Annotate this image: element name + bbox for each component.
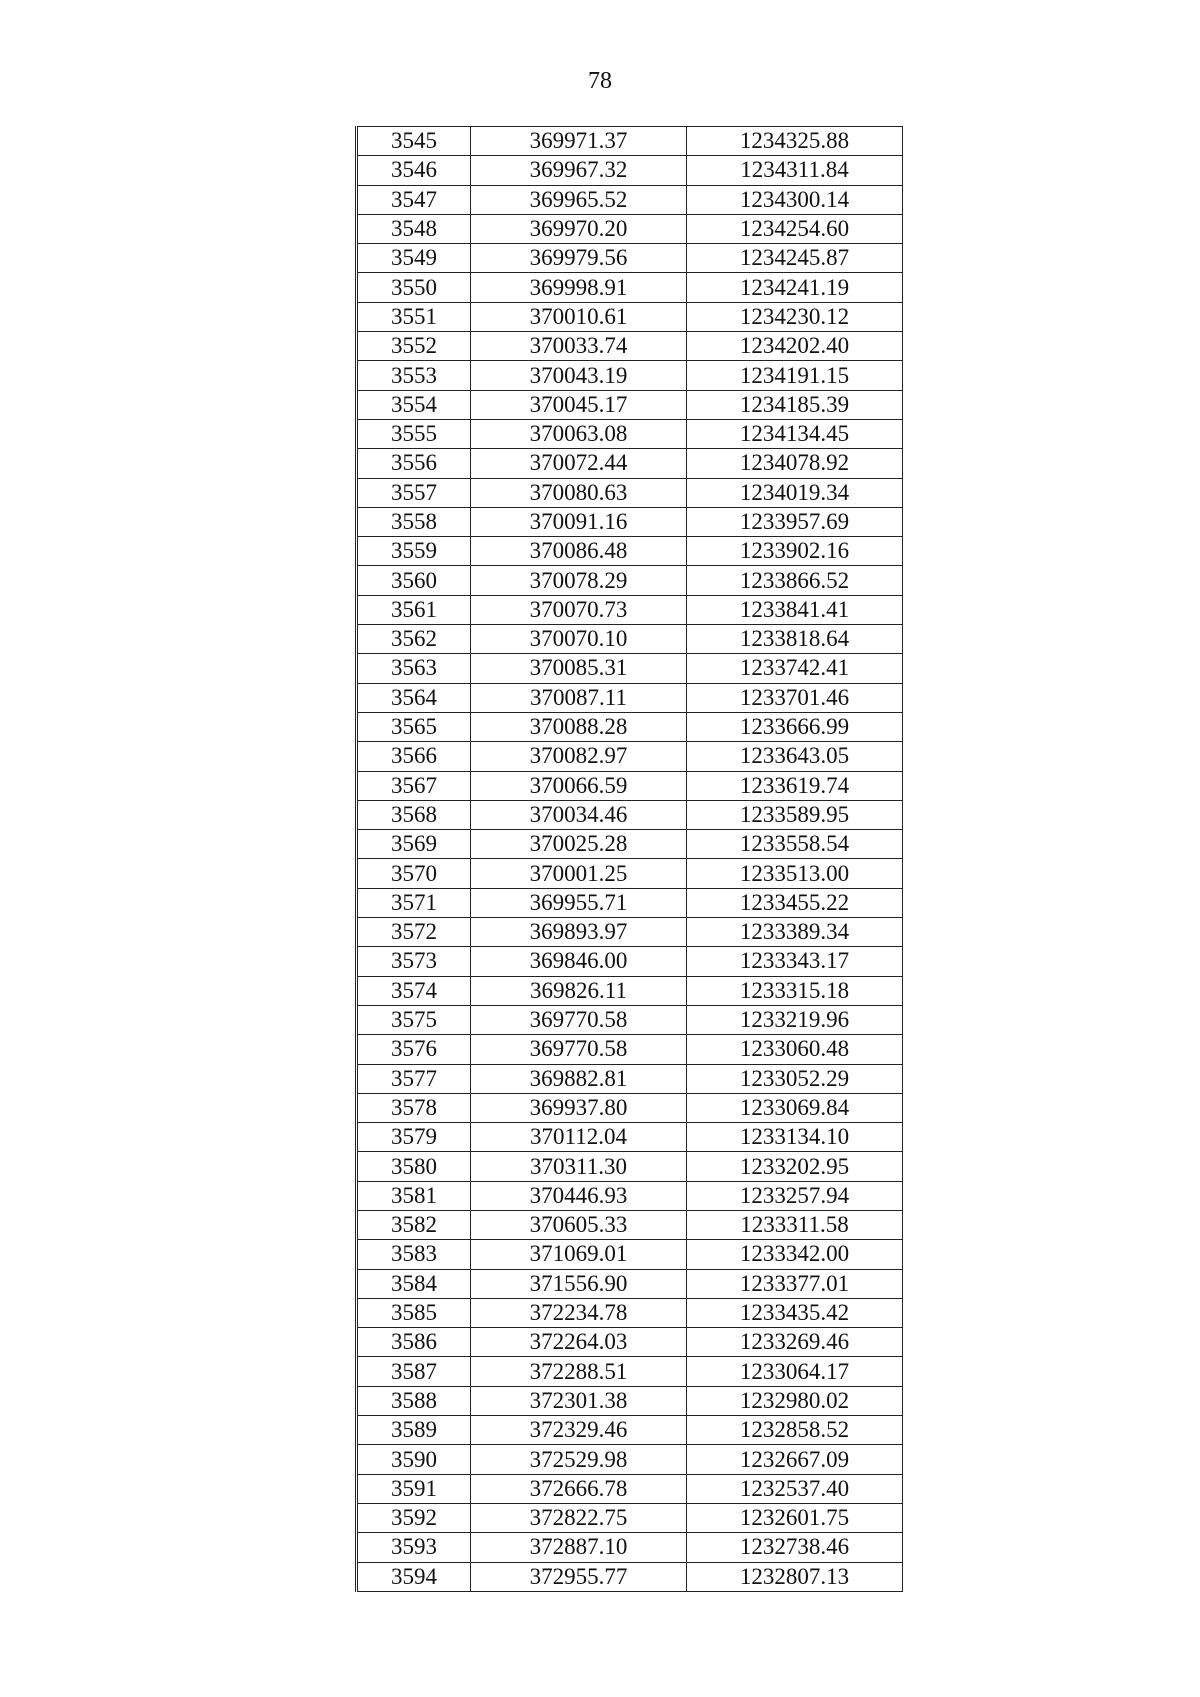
point-number-cell: 3574 (357, 976, 471, 1005)
y-coordinate-cell: 1233377.01 (687, 1269, 903, 1298)
table-row (357, 1474, 903, 1503)
table-row (357, 947, 903, 976)
y-coordinate-cell: 1233643.05 (687, 742, 903, 771)
x-coordinate-cell: 370070.10 (471, 625, 687, 654)
table-row (357, 683, 903, 712)
x-coordinate-cell: 369979.56 (471, 244, 687, 273)
table-row (357, 449, 903, 478)
point-number-cell: 3570 (357, 859, 471, 888)
y-coordinate-cell: 1232858.52 (687, 1416, 903, 1445)
y-coordinate-cell: 1233619.74 (687, 771, 903, 800)
point-number-cell: 3583 (357, 1240, 471, 1269)
y-coordinate-cell: 1234019.34 (687, 478, 903, 507)
point-number-cell: 3592 (357, 1503, 471, 1532)
point-number-cell: 3590 (357, 1445, 471, 1474)
point-number-cell: 3578 (357, 1093, 471, 1122)
table-row (357, 888, 903, 917)
point-number-cell: 3546 (357, 156, 471, 185)
point-number-cell: 3593 (357, 1533, 471, 1562)
table-row (357, 1533, 903, 1562)
y-coordinate-cell: 1233064.17 (687, 1357, 903, 1386)
y-coordinate-cell: 1233742.41 (687, 654, 903, 683)
y-coordinate-cell: 1234202.40 (687, 332, 903, 361)
y-coordinate-cell: 1234078.92 (687, 449, 903, 478)
table-row (357, 1386, 903, 1415)
x-coordinate-cell: 370066.59 (471, 771, 687, 800)
y-coordinate-cell: 1233219.96 (687, 1005, 903, 1034)
y-coordinate-cell: 1233202.95 (687, 1152, 903, 1181)
point-number-cell: 3594 (357, 1562, 471, 1591)
table-row (357, 537, 903, 566)
x-coordinate-cell: 370087.11 (471, 683, 687, 712)
y-coordinate-cell: 1234325.88 (687, 127, 903, 156)
y-coordinate-cell: 1233389.34 (687, 918, 903, 947)
point-number-cell: 3557 (357, 478, 471, 507)
y-coordinate-cell: 1233342.00 (687, 1240, 903, 1269)
x-coordinate-cell: 370085.31 (471, 654, 687, 683)
x-coordinate-cell: 370033.74 (471, 332, 687, 361)
x-coordinate-cell: 369770.58 (471, 1005, 687, 1034)
x-coordinate-cell: 370112.04 (471, 1123, 687, 1152)
x-coordinate-cell: 372234.78 (471, 1298, 687, 1327)
point-number-cell: 3554 (357, 390, 471, 419)
point-number-cell: 3549 (357, 244, 471, 273)
x-coordinate-cell: 370025.28 (471, 830, 687, 859)
x-coordinate-cell: 372887.10 (471, 1533, 687, 1562)
y-coordinate-cell: 1234191.15 (687, 361, 903, 390)
x-coordinate-cell: 370080.63 (471, 478, 687, 507)
y-coordinate-cell: 1234134.45 (687, 419, 903, 448)
table-row (357, 1240, 903, 1269)
point-number-cell: 3560 (357, 566, 471, 595)
x-coordinate-cell: 371556.90 (471, 1269, 687, 1298)
x-coordinate-cell: 370063.08 (471, 419, 687, 448)
table-row (357, 1328, 903, 1357)
point-number-cell: 3575 (357, 1005, 471, 1034)
point-number-cell: 3573 (357, 947, 471, 976)
x-coordinate-cell: 372666.78 (471, 1474, 687, 1503)
table-row (357, 1357, 903, 1386)
table-row (357, 1123, 903, 1152)
y-coordinate-cell: 1233455.22 (687, 888, 903, 917)
y-coordinate-cell: 1233269.46 (687, 1328, 903, 1357)
x-coordinate-cell: 372329.46 (471, 1416, 687, 1445)
y-coordinate-cell: 1233589.95 (687, 800, 903, 829)
table-row (357, 918, 903, 947)
point-number-cell: 3550 (357, 273, 471, 302)
point-number-cell: 3567 (357, 771, 471, 800)
point-number-cell: 3589 (357, 1416, 471, 1445)
y-coordinate-cell: 1232807.13 (687, 1562, 903, 1591)
y-coordinate-cell: 1234185.39 (687, 390, 903, 419)
y-coordinate-cell: 1234254.60 (687, 214, 903, 243)
y-coordinate-cell: 1233257.94 (687, 1181, 903, 1210)
table-row (357, 273, 903, 302)
point-number-cell: 3569 (357, 830, 471, 859)
table-row (357, 156, 903, 185)
point-number-cell: 3552 (357, 332, 471, 361)
point-number-cell: 3582 (357, 1210, 471, 1239)
y-coordinate-cell: 1233866.52 (687, 566, 903, 595)
table-row (357, 712, 903, 741)
y-coordinate-cell: 1233134.10 (687, 1123, 903, 1152)
table-row (357, 1035, 903, 1064)
y-coordinate-cell: 1232667.09 (687, 1445, 903, 1474)
y-coordinate-cell: 1232537.40 (687, 1474, 903, 1503)
x-coordinate-cell: 370034.46 (471, 800, 687, 829)
table-row (357, 302, 903, 331)
point-number-cell: 3561 (357, 595, 471, 624)
table-row (357, 654, 903, 683)
table-row (357, 244, 903, 273)
point-number-cell: 3564 (357, 683, 471, 712)
x-coordinate-cell: 370605.33 (471, 1210, 687, 1239)
point-number-cell: 3579 (357, 1123, 471, 1152)
point-number-cell: 3563 (357, 654, 471, 683)
table-row (357, 1152, 903, 1181)
table-row (357, 595, 903, 624)
x-coordinate-cell: 372529.98 (471, 1445, 687, 1474)
point-number-cell: 3572 (357, 918, 471, 947)
table-row (357, 1503, 903, 1532)
x-coordinate-cell: 370043.19 (471, 361, 687, 390)
table-row (357, 1562, 903, 1591)
x-coordinate-cell: 369893.97 (471, 918, 687, 947)
x-coordinate-cell: 369998.91 (471, 273, 687, 302)
point-number-cell: 3580 (357, 1152, 471, 1181)
y-coordinate-cell: 1233069.84 (687, 1093, 903, 1122)
table-row (357, 1064, 903, 1093)
y-coordinate-cell: 1233343.17 (687, 947, 903, 976)
point-number-cell: 3559 (357, 537, 471, 566)
x-coordinate-cell: 369826.11 (471, 976, 687, 1005)
point-number-cell: 3547 (357, 185, 471, 214)
table-row (357, 361, 903, 390)
x-coordinate-cell: 369967.32 (471, 156, 687, 185)
point-number-cell: 3555 (357, 419, 471, 448)
y-coordinate-cell: 1234311.84 (687, 156, 903, 185)
x-coordinate-cell: 370070.73 (471, 595, 687, 624)
table-row (357, 1416, 903, 1445)
x-coordinate-cell: 370045.17 (471, 390, 687, 419)
y-coordinate-cell: 1232980.02 (687, 1386, 903, 1415)
point-number-cell: 3584 (357, 1269, 471, 1298)
point-number-cell: 3553 (357, 361, 471, 390)
y-coordinate-cell: 1233052.29 (687, 1064, 903, 1093)
x-coordinate-cell: 370088.28 (471, 712, 687, 741)
x-coordinate-cell: 369937.80 (471, 1093, 687, 1122)
x-coordinate-cell: 371069.01 (471, 1240, 687, 1269)
table-row (357, 1005, 903, 1034)
x-coordinate-cell: 369971.37 (471, 127, 687, 156)
x-coordinate-cell: 370086.48 (471, 537, 687, 566)
y-coordinate-cell: 1232738.46 (687, 1533, 903, 1562)
table-row (357, 1269, 903, 1298)
x-coordinate-cell: 370446.93 (471, 1181, 687, 1210)
point-number-cell: 3565 (357, 712, 471, 741)
x-coordinate-cell: 372955.77 (471, 1562, 687, 1591)
x-coordinate-cell: 370001.25 (471, 859, 687, 888)
y-coordinate-cell: 1233435.42 (687, 1298, 903, 1327)
point-number-cell: 3556 (357, 449, 471, 478)
y-coordinate-cell: 1233957.69 (687, 507, 903, 536)
table-row (357, 976, 903, 1005)
table-row (357, 1210, 903, 1239)
point-number-cell: 3568 (357, 800, 471, 829)
point-number-cell: 3581 (357, 1181, 471, 1210)
x-coordinate-cell: 370072.44 (471, 449, 687, 478)
table-row (357, 625, 903, 654)
point-number-cell: 3577 (357, 1064, 471, 1093)
x-coordinate-cell: 370010.61 (471, 302, 687, 331)
table-row (357, 214, 903, 243)
coordinates-table (355, 126, 903, 1592)
table-row (357, 830, 903, 859)
x-coordinate-cell: 369970.20 (471, 214, 687, 243)
point-number-cell: 3585 (357, 1298, 471, 1327)
point-number-cell: 3566 (357, 742, 471, 771)
point-number-cell: 3558 (357, 507, 471, 536)
table-row (357, 478, 903, 507)
x-coordinate-cell: 370091.16 (471, 507, 687, 536)
page-number: 78 (588, 68, 612, 94)
x-coordinate-cell: 369965.52 (471, 185, 687, 214)
y-coordinate-cell: 1233666.99 (687, 712, 903, 741)
table-row (357, 1093, 903, 1122)
x-coordinate-cell: 370311.30 (471, 1152, 687, 1181)
y-coordinate-cell: 1233902.16 (687, 537, 903, 566)
x-coordinate-cell: 369770.58 (471, 1035, 687, 1064)
x-coordinate-cell: 369955.71 (471, 888, 687, 917)
point-number-cell: 3562 (357, 625, 471, 654)
y-coordinate-cell: 1234245.87 (687, 244, 903, 273)
point-number-cell: 3551 (357, 302, 471, 331)
y-coordinate-cell: 1233513.00 (687, 859, 903, 888)
table-row (357, 127, 903, 156)
point-number-cell: 3545 (357, 127, 471, 156)
table-row (357, 1181, 903, 1210)
coordinates-table-body (357, 127, 903, 1592)
y-coordinate-cell: 1233060.48 (687, 1035, 903, 1064)
x-coordinate-cell: 372301.38 (471, 1386, 687, 1415)
y-coordinate-cell: 1233841.41 (687, 595, 903, 624)
x-coordinate-cell: 372264.03 (471, 1328, 687, 1357)
x-coordinate-cell: 369846.00 (471, 947, 687, 976)
point-number-cell: 3586 (357, 1328, 471, 1357)
y-coordinate-cell: 1233315.18 (687, 976, 903, 1005)
x-coordinate-cell: 372288.51 (471, 1357, 687, 1386)
x-coordinate-cell: 370078.29 (471, 566, 687, 595)
y-coordinate-cell: 1234241.19 (687, 273, 903, 302)
table-row (357, 419, 903, 448)
table-row (357, 185, 903, 214)
table-row (357, 507, 903, 536)
point-number-cell: 3591 (357, 1474, 471, 1503)
point-number-cell: 3576 (357, 1035, 471, 1064)
x-coordinate-cell: 369882.81 (471, 1064, 687, 1093)
table-row (357, 1298, 903, 1327)
table-row (357, 566, 903, 595)
point-number-cell: 3548 (357, 214, 471, 243)
table-row (357, 1445, 903, 1474)
x-coordinate-cell: 370082.97 (471, 742, 687, 771)
table-row (357, 742, 903, 771)
table-row (357, 771, 903, 800)
table-row (357, 859, 903, 888)
point-number-cell: 3571 (357, 888, 471, 917)
y-coordinate-cell: 1233701.46 (687, 683, 903, 712)
point-number-cell: 3588 (357, 1386, 471, 1415)
table-row (357, 332, 903, 361)
y-coordinate-cell: 1232601.75 (687, 1503, 903, 1532)
y-coordinate-cell: 1234230.12 (687, 302, 903, 331)
table-row (357, 800, 903, 829)
x-coordinate-cell: 372822.75 (471, 1503, 687, 1532)
y-coordinate-cell: 1234300.14 (687, 185, 903, 214)
y-coordinate-cell: 1233311.58 (687, 1210, 903, 1239)
y-coordinate-cell: 1233558.54 (687, 830, 903, 859)
point-number-cell: 3587 (357, 1357, 471, 1386)
y-coordinate-cell: 1233818.64 (687, 625, 903, 654)
table-row (357, 390, 903, 419)
